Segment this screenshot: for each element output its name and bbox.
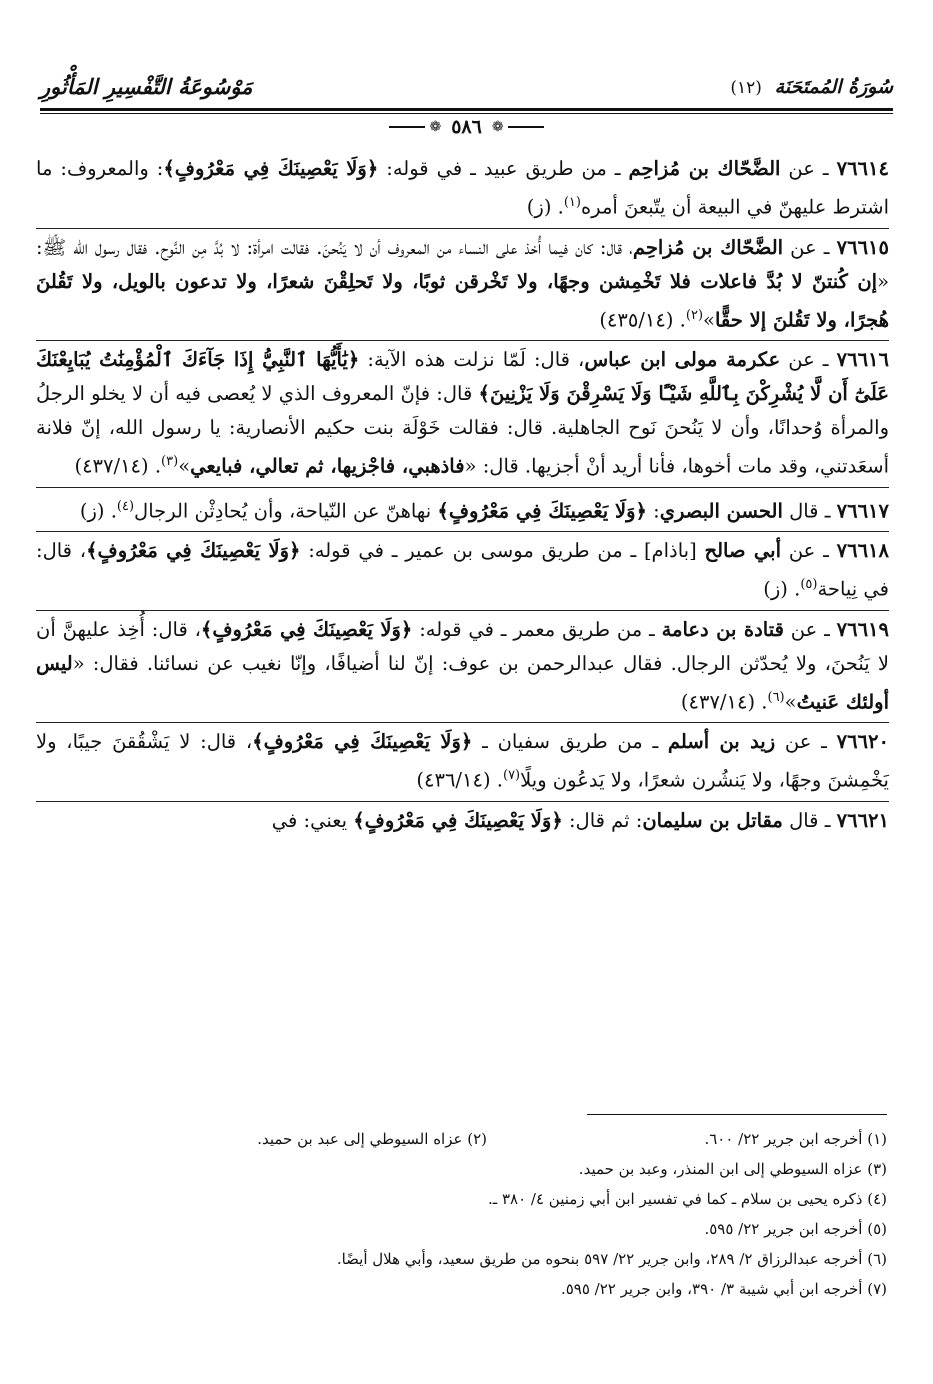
- footnote-ref: (١): [563, 195, 581, 210]
- narrator-name: عكرمة مولى ابن عباس: [584, 348, 781, 371]
- narrator-name: قتادة بن دعامة: [661, 617, 784, 641]
- surah-title-block: [730, 76, 893, 98]
- narration-entry: [36, 611, 889, 724]
- footnote-2: (٢) عزاه السيوطي إلى عبد بن حميد.: [257, 1130, 487, 1148]
- footnote-rule: [587, 1114, 887, 1115]
- narration-entry: [36, 229, 889, 342]
- narrator-name: مقاتل بن سليمان: [642, 808, 783, 832]
- narrator-name: فاذهبي، فاجْزيها، ثم تعالي، فبايعي: [190, 454, 465, 478]
- footnote-ref: (٥): [800, 577, 818, 592]
- narration-entry: [36, 532, 889, 611]
- footnote-row: [36, 1124, 887, 1154]
- footnote-ref: (٢): [685, 307, 704, 323]
- main-text: [36, 150, 889, 841]
- narrator-name: الضَّحّاك بن مُزاحِم: [632, 235, 784, 259]
- entry-number: ٧٦٦٢٠: [836, 730, 889, 753]
- entry-text: . (٤٣٧/١٤): [680, 690, 768, 713]
- chapter-number: (١٢): [730, 78, 762, 98]
- entry-text: . (ز): [763, 577, 801, 601]
- page-number-row: [40, 114, 893, 140]
- footnote-ref: (٤): [116, 498, 135, 514]
- entry-text: [باذام] ـ من طريق موسى بن عمير ـ في قوله:: [300, 539, 705, 562]
- entry-text: »: [784, 690, 797, 713]
- narration-entry: [36, 150, 889, 229]
- quran-quote: ﴿وَلَا يَعْصِينَكَ فِي مَعْرُوفٍ﴾: [437, 499, 647, 522]
- entry-text: . (٤٣٦/١٤): [416, 768, 503, 792]
- footnote-5: (٥) أخرجه ابن جرير ٢٢/ ٥٩٥.: [704, 1220, 887, 1238]
- footnote-ref: (٣): [161, 454, 179, 469]
- entry-text: ـ عن: [783, 235, 837, 259]
- entry-text: ـ قال: [782, 499, 837, 522]
- footnote-1: (١) أخرجه ابن جرير ٢٢/ ٦٠٠.: [704, 1130, 887, 1148]
- narrator-name: أبي صالح: [704, 539, 782, 562]
- entry-number: ٧٦٦١٦: [836, 348, 889, 371]
- entry-text: نهاهنّ عن النّياحة، وأن يُحادِثْن الرجال: [134, 499, 438, 522]
- narrator-name: ليس أولئك عَنيتُ: [36, 651, 889, 713]
- narration-entry: [36, 488, 889, 533]
- entry-number: ٧٦٦٢١: [836, 808, 889, 832]
- narrator-name: الضَّحّاك بن مُزاحِم: [628, 157, 781, 180]
- page-number-line-right: [508, 126, 544, 128]
- page-number-line-left: [389, 126, 425, 128]
- entry-text: ـ عن: [781, 539, 837, 562]
- entry-text: : والمعروف: ما اشترط عليهنّ في البيعة أن يتّبعنَ أمره: [36, 157, 889, 219]
- quran-quote: ﴿وَلَا يَعْصِينَكَ فِي مَعْرُوفٍ﴾: [163, 157, 379, 180]
- narration-entry: [36, 723, 889, 802]
- entry-text: : ثم قال:: [562, 808, 643, 832]
- footnote-ref: (٧): [502, 768, 521, 783]
- entry-text: ـ قال: [782, 808, 837, 832]
- entry-number: ٧٦٦١٨: [836, 539, 889, 562]
- entry-text: ، قال: لا يَشْقُقنَ جيبًا، ولا يَخْمِشنَ وجهًا، ولا يَنشُرن شعرًا، ولا يَدعُون ويلًا: [36, 730, 889, 792]
- quran-quote: ﴿وَلَا يَعْصِينَكَ فِي مَعْرُوفٍ﴾: [200, 617, 413, 641]
- entry-text: »: [703, 308, 715, 331]
- footnote-ref: (٦): [767, 689, 785, 705]
- entry-number: ٧٦٦١٧: [836, 499, 889, 522]
- entry-text: ، قال: كان فيما أُخذ على النساء من المعروف أن لا يَنُحنَ. فقالت امرأة: لا بُدَّ مِن النَّوح. فقال رسول الله ﷺ: «: [36, 235, 889, 293]
- entry-text: يعني: في: [271, 808, 354, 832]
- narrator-name: إن كُنتنّ لا بُدَّ فاعلات فلا تَخْمِشن وجهًا، ولا تَخْرقن ثوبًا، ولا تَحلِقْنَ شعرًا، ولا تدعون بالويل، ولا تَقُلنَ هُجرًا، ولا تَقُلنَ إلا حقًّا: [36, 269, 889, 331]
- entry-text: . (ز): [526, 195, 564, 219]
- entry-text: ـ عن: [775, 730, 837, 753]
- footnotes: [36, 1124, 887, 1304]
- entry-text: ـ عن: [780, 157, 837, 180]
- quran-quote: ﴿يَٰأَيُّهَا ٱلنَّبِيُّ إِذَا جَآءَكَ ٱلْمُؤْمِنَٰتُ يُبَايِعْنَكَ عَلَىٰٓ أَن لَّا يُشْرِكْنَ بِٱللَّهِ شَيْـًٔا وَلَا يَسْرِقْنَ وَلَا يَزْنِينَ﴾: [36, 348, 889, 405]
- book-title: مَوْسُوعَةُ التَّفْسِيرِ المَأْثُورِ: [40, 74, 253, 99]
- entry-text: ، قال: في نِياحة: [36, 539, 889, 601]
- footnote-4: (٤) ذكره يحيى بن سلام ـ كما في تفسير ابن أبي زمنين ٤/ ٣٨٠ ـ.: [488, 1190, 887, 1208]
- entry-text: ـ من طريق عبيد ـ في قوله:: [378, 157, 629, 180]
- narrator-name: زيد بن أسلم: [667, 730, 776, 753]
- entry-number: ٧٦٦١٩: [836, 617, 890, 641]
- narrator-name: الحسن البصري: [659, 499, 783, 522]
- page-number: ٥٨٦: [451, 116, 482, 138]
- footnote-7: (٧) أخرجه ابن أبي شيبة ٣/ ٣٩٠، وابن جرير ٢٢/ ٥٩٥.: [560, 1280, 887, 1298]
- quran-quote: ﴿وَلَا يَعْصِينَكَ فِي مَعْرُوفٍ﴾: [252, 730, 473, 753]
- quran-quote: ﴿وَلَا يَعْصِينَكَ فِي مَعْرُوفٍ﴾: [353, 808, 563, 832]
- quran-quote: ﴿وَلَا يَعْصِينَكَ فِي مَعْرُوفٍ﴾: [86, 539, 301, 562]
- narration-entry: [36, 802, 889, 841]
- entry-text: ـ من طريق سفيان ـ: [472, 730, 668, 753]
- surah-title: سُورَةُ المُمتَحَنَة: [774, 76, 893, 98]
- entry-number: ٧٦٦١٥: [836, 235, 889, 259]
- entry-text: ، قال: لَمّا نزلت هذه الآية:: [359, 348, 585, 371]
- footnote-3: (٣) عزاه السيوطي إلى ابن المنذر، وعبد بن حميد.: [578, 1160, 887, 1178]
- entry-text: . (٤٣٥/١٤): [599, 308, 686, 331]
- entry-text: ، قال: أُخِذ عليهنَّ أن لا يَنُحنَ، ولا يُحدّثن الرجال. فقال عبدالرحمن بن عوف: إنّ لنا أضيافًا، وإنّا نغيب عن نسائنا. فقال: «: [36, 617, 889, 675]
- footnote-6: (٦) أخرجه عبدالرزاق ٢/ ٢٨٩، وابن جرير ٢٢/ ٥٩٧ بنحوه من طريق سعيد، وأبي هلال أيضًا.: [336, 1250, 887, 1268]
- entry-number: ٧٦٦١٤: [836, 157, 889, 180]
- ornament-icon: ❁: [429, 119, 442, 135]
- entry-text: قال: فإنّ المعروف الذي لا يُعصى فيه أن لا يخلو الرجلُ والمرأة وُحدانًا، وأن لا يَنُحنَ نَوح الجاهلية. قال: فقالت خَوْلَة بنت حكيم الأنصارية: يا رسول الله، إنّ فلانة أسعَدتني، وقد مات أخوها، فأنا أريد أنْ أجزيها. قال: «: [36, 382, 889, 478]
- entry-text: . (ز): [79, 499, 117, 522]
- narration-entry: [36, 341, 889, 488]
- entry-text: ـ من طريق معمر ـ في قوله:: [412, 617, 662, 641]
- ornament-icon: ❁: [491, 119, 504, 135]
- entry-text: ـ عن: [783, 617, 837, 641]
- entry-text: :: [646, 499, 660, 522]
- entry-text: ـ عن: [780, 348, 837, 371]
- entry-text: . (٤٣٧/١٤): [74, 454, 162, 478]
- entry-text: »: [178, 454, 191, 478]
